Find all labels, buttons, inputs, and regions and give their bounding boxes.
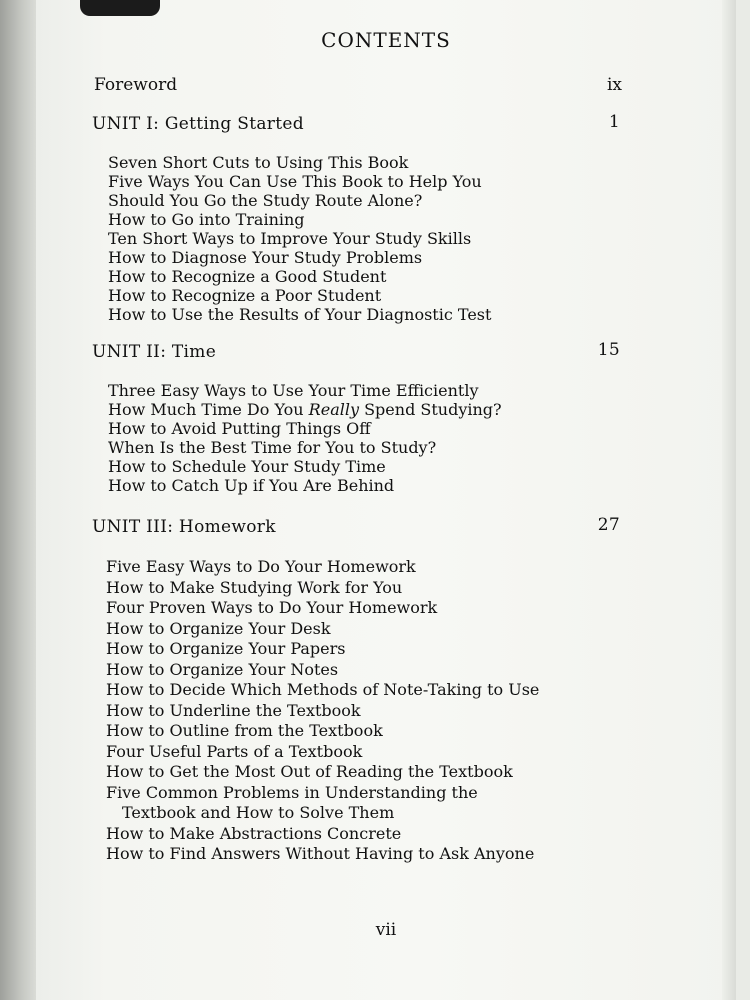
toc-entry: How to Make Studying Work for You (106, 577, 403, 597)
toc-entry: How to Decide Which Methods of Note-Taking to Use (106, 680, 540, 699)
foreword-entry (94, 75, 622, 95)
toc-entry: When Is the Best Time for You to Study? (108, 438, 437, 457)
unit-title: UNIT I: Getting Started (92, 114, 304, 134)
unit-heading-3 (92, 515, 620, 537)
toc-entry (108, 400, 588, 419)
unit-page-number: 27 (597, 515, 620, 535)
toc-entry: Ten Short Ways to Improve Your Study Skills (108, 229, 472, 248)
toc-entry: How to Avoid Putting Things Off (108, 419, 371, 438)
toc-entry: How to Organize Your Papers (106, 639, 346, 658)
toc-entry: How to Recognize a Poor Student (108, 286, 382, 305)
toc-entry-text: How Much Time Do You (108, 400, 309, 419)
toc-entry: How to Organize Your Desk (106, 618, 331, 638)
page-edge (722, 0, 736, 1000)
toc-entry-continuation: Textbook and How to Solve Them (122, 803, 395, 822)
toc-entry: How to Underline the Textbook (106, 700, 361, 720)
page-number: vii (375, 920, 397, 940)
toc-entry: How to Outline from the Textbook (106, 721, 383, 740)
toc-entry: How to Catch Up if You Are Behind (108, 476, 395, 495)
toc-entry: Seven Short Cuts to Using This Book (108, 153, 409, 172)
unit-3-entries (106, 557, 586, 865)
toc-entry: How to Make Abstractions Concrete (106, 823, 402, 843)
toc-entry: Five Easy Ways to Do Your Homework (106, 557, 416, 576)
unit-page-number: 15 (597, 340, 620, 360)
unit-title: UNIT II: Time (92, 342, 217, 362)
toc-entry: How to Organize Your Notes (106, 659, 339, 679)
toc-entry: Four Useful Parts of a Textbook (106, 741, 363, 761)
toc-entry: Five Ways You Can Use This Book to Help You (108, 172, 482, 191)
book-page (36, 0, 736, 1000)
toc-entry: How to Go into Training (108, 210, 305, 229)
toc-entry: Five Common Problems in Understanding the (106, 782, 478, 802)
toc-entry: How to Find Answers Without Having to Ask Anyone (106, 844, 535, 863)
unit-2-entries (108, 381, 588, 495)
toc-entry: Three Easy Ways to Use Your Time Efficiently (108, 381, 479, 400)
page-title: CONTENTS (321, 28, 451, 52)
toc-entry: How to Get the Most Out of Reading the Textbook (106, 762, 513, 781)
unit-title: UNIT III: Homework (92, 517, 276, 537)
binder-clip (80, 0, 160, 16)
foreword-page-number: ix (606, 75, 622, 95)
toc-entry: Should You Go the Study Route Alone? (108, 191, 423, 210)
toc-entry: How to Schedule Your Study Time (108, 457, 386, 476)
unit-heading-1 (92, 112, 620, 134)
toc-entry: How to Use the Results of Your Diagnostic Test (108, 305, 492, 324)
toc-entry-emphasis: Really (308, 400, 359, 419)
toc-entry: How to Recognize a Good Student (108, 267, 387, 286)
foreword-label: Foreword (94, 75, 178, 95)
unit-page-number: 1 (608, 112, 620, 132)
toc-entry: How to Diagnose Your Study Problems (108, 248, 423, 267)
unit-1-entries (108, 153, 588, 324)
toc-entry-text: Spend Studying? (359, 400, 502, 419)
book-gutter-shadow (0, 0, 40, 1000)
toc-entry: Four Proven Ways to Do Your Homework (106, 598, 438, 617)
unit-heading-2 (92, 340, 620, 362)
